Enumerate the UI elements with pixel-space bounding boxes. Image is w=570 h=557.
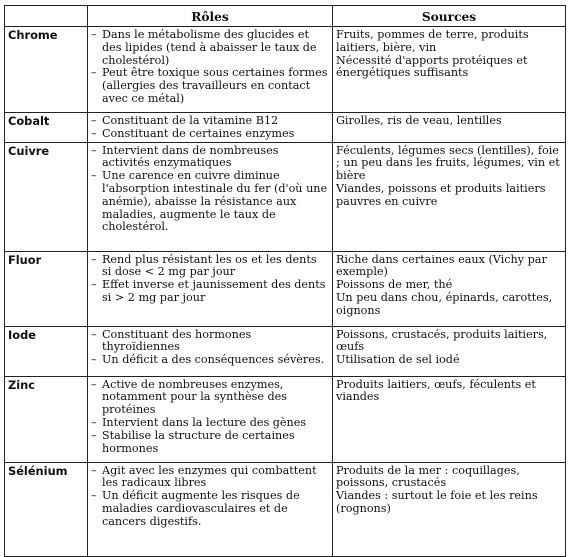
source-line: Nécessité d'apports protéiques et énergétiques suffisants bbox=[336, 53, 528, 80]
dash-bullet: – bbox=[91, 377, 97, 391]
roles-cell bbox=[88, 27, 333, 113]
roles-cell bbox=[88, 251, 333, 326]
role-text: Un déficit a des conséquences sévères. bbox=[102, 353, 325, 367]
role-text: Constituant de certaines enzymes bbox=[102, 126, 295, 140]
roles-cell bbox=[88, 142, 333, 251]
dash-bullet: – bbox=[91, 126, 97, 140]
dash-bullet: – bbox=[91, 66, 97, 80]
dash-bullet: – bbox=[91, 489, 97, 503]
role-text: Une carence en cuivre diminue l'absorption intestinale du fer (d'où une anémie), abaisse la résistance aux maladies, augmente le taux de cholestérol. bbox=[102, 169, 328, 234]
role-item bbox=[91, 254, 329, 280]
role-text: Dans le métabolisme des glucides et des lipides (tend à abaisser le taux de cholestérol) bbox=[102, 28, 317, 67]
dash-bullet: – bbox=[91, 143, 97, 157]
table-row bbox=[5, 113, 566, 143]
source-line: Poissons, crustacés, produits laitiers, œufs bbox=[336, 327, 548, 354]
dash-bullet: – bbox=[91, 28, 97, 41]
roles-cell bbox=[88, 462, 333, 556]
role-item bbox=[91, 430, 329, 456]
header-sources: Sources bbox=[333, 6, 566, 27]
roles-cell bbox=[88, 326, 333, 376]
sources-cell bbox=[333, 113, 566, 143]
role-text: Active de nombreuses enzymes, notamment pour la synthèse des protéines bbox=[102, 377, 288, 417]
source-line: Poissons de mer, thé bbox=[336, 278, 453, 292]
role-text: Rend plus résistant les os et les dents si dose < 2 mg par jour bbox=[102, 252, 317, 279]
role-item bbox=[91, 279, 329, 305]
role-item bbox=[91, 145, 329, 171]
header-row bbox=[5, 6, 566, 27]
roles-list bbox=[91, 115, 329, 141]
roles-list bbox=[91, 465, 329, 529]
role-item bbox=[91, 354, 329, 367]
dash-bullet: – bbox=[91, 114, 97, 127]
dash-bullet: – bbox=[91, 169, 97, 183]
sources-cell bbox=[333, 27, 566, 113]
header-element bbox=[5, 6, 88, 27]
role-item bbox=[91, 465, 329, 491]
roles-cell bbox=[88, 113, 333, 143]
element-name: Chrome bbox=[5, 27, 88, 113]
table-row bbox=[5, 462, 566, 556]
role-text: Constituant des hormones thyroïdiennes bbox=[102, 327, 252, 354]
source-line: Utilisation de sel iodé bbox=[336, 353, 460, 367]
role-text: Agit avec les enzymes qui combattent les radicaux libres bbox=[102, 463, 317, 490]
dash-bullet: – bbox=[91, 353, 97, 367]
table-row bbox=[5, 326, 566, 376]
source-line: Riche dans certaines eaux (Vichy par exemple) bbox=[336, 252, 547, 279]
sources-cell bbox=[333, 251, 566, 326]
role-text: Peut être toxique sous certaines formes (allergies des travailleurs en contact avec ce métal) bbox=[102, 66, 328, 105]
source-line: Produits laitiers, œufs, féculents et viandes bbox=[336, 377, 536, 404]
role-item bbox=[91, 67, 329, 105]
roles-list bbox=[91, 254, 329, 305]
source-line: Viandes, poissons et produits laitiers pauvres en cuivre bbox=[336, 181, 546, 208]
role-item bbox=[91, 128, 329, 141]
dash-bullet: – bbox=[91, 428, 97, 442]
roles-list bbox=[91, 29, 329, 106]
roles-list bbox=[91, 379, 329, 456]
roles-cell bbox=[88, 376, 333, 462]
element-name: Cobalt bbox=[5, 113, 88, 143]
table-row bbox=[5, 142, 566, 251]
source-line: Un peu dans chou, épinards, carottes, oignons bbox=[336, 290, 553, 317]
table-body bbox=[5, 27, 566, 557]
sources-cell bbox=[333, 326, 566, 376]
table-row bbox=[5, 27, 566, 113]
element-name: Cuivre bbox=[5, 142, 88, 251]
source-line: Girolles, ris de veau, lentilles bbox=[336, 114, 502, 127]
source-line: Féculents, légumes secs (lentilles), foie ; un peu dans les fruits, légumes, vin et bière bbox=[336, 143, 560, 183]
element-name: Iode bbox=[5, 326, 88, 376]
dash-bullet: – bbox=[91, 463, 97, 477]
role-item bbox=[91, 490, 329, 528]
element-name: Sélénium bbox=[5, 462, 88, 556]
table-row bbox=[5, 376, 566, 462]
dash-bullet: – bbox=[91, 252, 97, 266]
role-text: Un déficit augmente les risques de maladies cardiovasculaires et de cancers digestifs. bbox=[102, 489, 300, 528]
table-row bbox=[5, 251, 566, 326]
role-text: Effet inverse et jaunissement des dents si > 2 mg par jour bbox=[102, 278, 326, 304]
element-name: Fluor bbox=[5, 251, 88, 326]
role-item bbox=[91, 329, 329, 355]
source-line: Produits de la mer : coquillages, poissons, crustacés bbox=[336, 463, 520, 490]
source-line: Fruits, pommes de terre, produits laitiers, bière, vin bbox=[336, 28, 529, 54]
role-item bbox=[91, 379, 329, 417]
role-item bbox=[91, 29, 329, 67]
role-text: Intervient dans la lecture des gènes bbox=[102, 415, 307, 429]
dash-bullet: – bbox=[91, 415, 97, 429]
dash-bullet: – bbox=[91, 278, 97, 292]
role-text: Intervient dans de nombreuses activités enzymatiques bbox=[102, 143, 279, 170]
role-item bbox=[91, 170, 329, 234]
source-line: Viandes : surtout le foie et les reins (rognons) bbox=[336, 489, 538, 515]
sources-cell bbox=[333, 142, 566, 251]
header-roles: Rôles bbox=[88, 6, 333, 27]
sources-cell bbox=[333, 376, 566, 462]
roles-list bbox=[91, 329, 329, 367]
element-name: Zinc bbox=[5, 376, 88, 462]
role-text: Constituant de la vitamine B12 bbox=[102, 114, 279, 127]
dash-bullet: – bbox=[91, 327, 97, 341]
trace-elements-table bbox=[4, 5, 566, 557]
sources-cell bbox=[333, 462, 566, 556]
roles-list bbox=[91, 145, 329, 235]
role-text: Stabilise la structure de certaines hormones bbox=[102, 428, 295, 455]
